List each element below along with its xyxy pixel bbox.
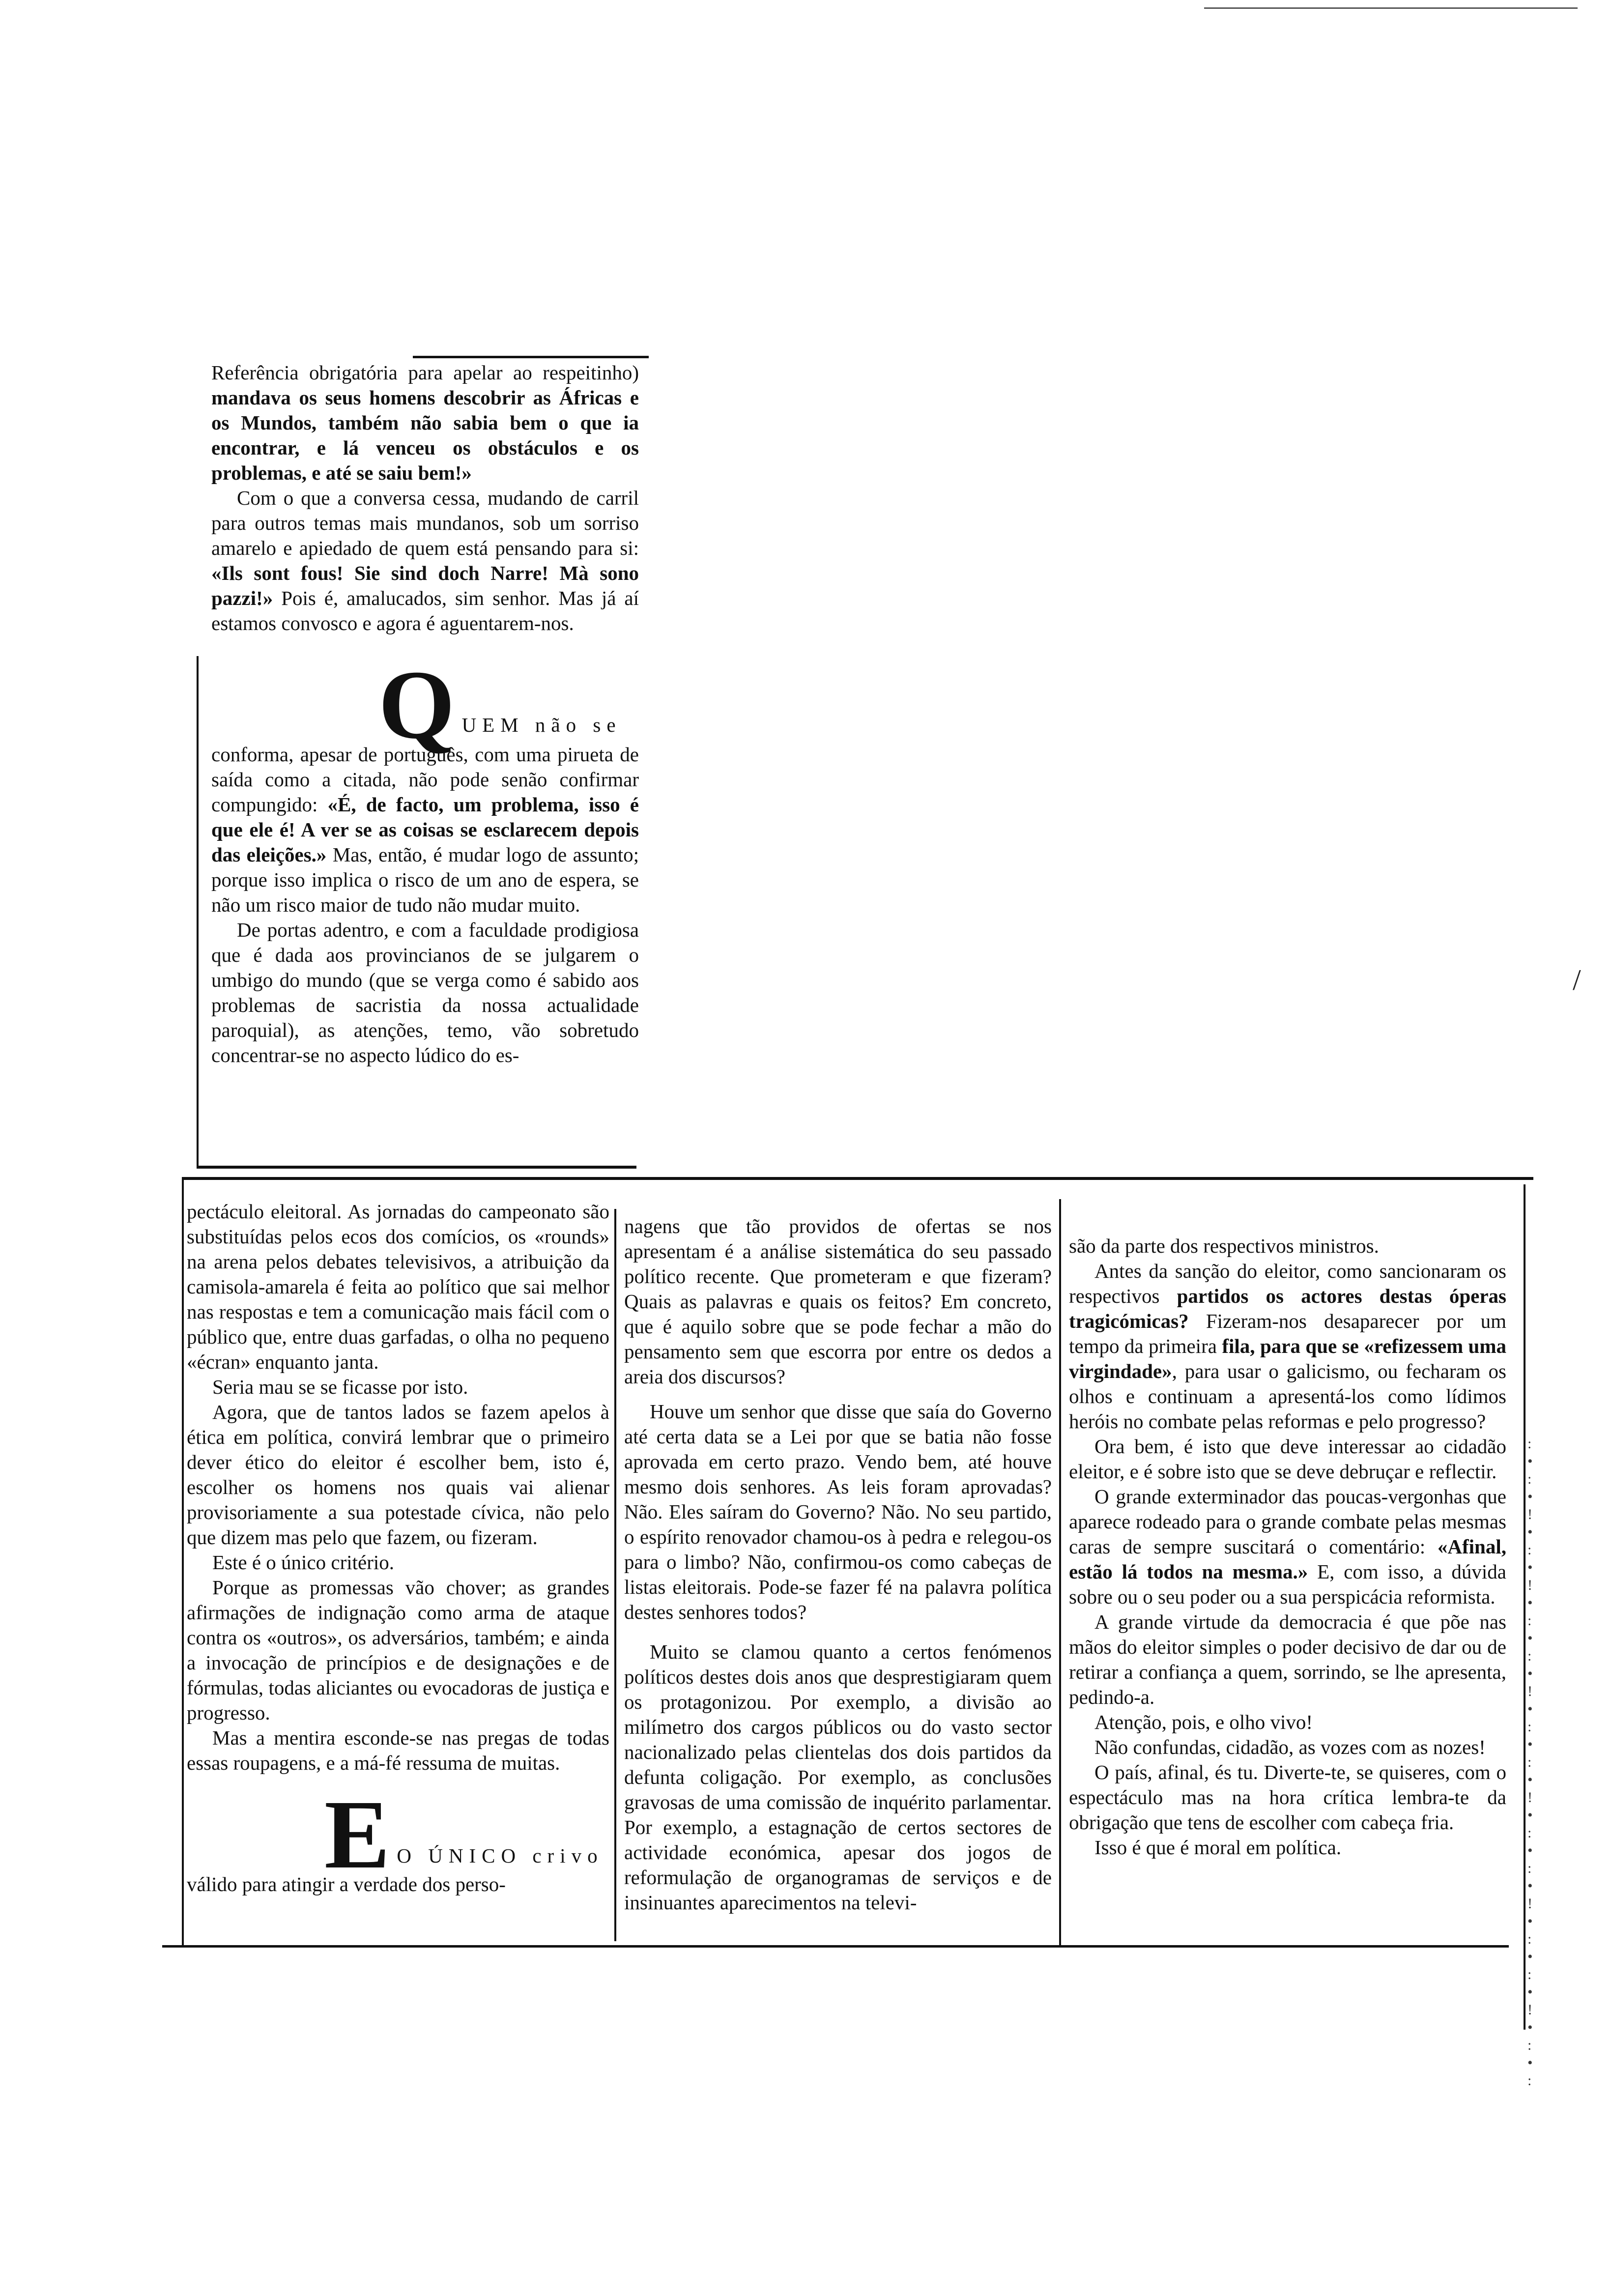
dropcap-q: Q (378, 651, 455, 759)
bottom-frame-bottom-rule (162, 1945, 1509, 1948)
top-block-left-rule (197, 656, 199, 1167)
col2-paragraph-2: Houve um senhor que disse que saía do Governo até certa data se a Lei por que se batia não fosse aprovada em certo prazo. Vendo bem, até houve mesmo dois senhores. As leis foram aprovadas? Não. Eles saíram do Governo? Não. No seu partido, o espírito renovador chamou-os à pedra e relegou-os para o limbo? Não, confirmou-os como cabeças de listas eleitorais. Pode-se fazer fé na palavra política destes senhores todos? (624, 1400, 1052, 1623)
bottom-frame-right-rule (1524, 1184, 1526, 2030)
top-p2-plain: Com o que a conversa cessa, mudando de carril para outros temas mais mundanos, sob um sorriso amarelo e apiedado de quem está pensando para si: (211, 487, 639, 559)
col3-p2-bold-2: fila, para que se «refizessem uma virgindade» (1069, 1335, 1506, 1382)
col3-paragraph-4 (1069, 1484, 1506, 1609)
top-paragraph-4: De portas adentro, e com a faculdade prodigiosa que é dada aos provincianos de se julgarem o umbigo do mundo (que se verga como é sabido aos problemas de sacristia da nossa actualidade paroquial), as atenções, temo, vão sobretudo concentrar-se no aspecto lúdico do es- (211, 918, 639, 1066)
top-block-bottom-rule (197, 1166, 636, 1169)
col1-paragraph-1: pectáculo eleitoral. As jornadas do campeonato são substituídas pelos ecos dos comícios, os «rounds» na arena pelos debates televisivos, a atribuição da camisola-amarela é feita ao político que sai melhor nas respostas e tem a comunicação mais fácil com o público que, entre duas garfadas, o olha no pequeno «écran» enquanto janta. (187, 1200, 609, 1373)
col3-paragraph-9: Isso é que é moral em política. (1094, 1836, 1342, 1859)
dropcap-e: E (324, 1780, 390, 1889)
col3-paragraph-2 (1069, 1259, 1506, 1434)
col1-paragraph-6: Mas a mentira esconde-se nas pregas de todas essas roupagens, e a má-fé ressuma de muitas. (187, 1726, 609, 1774)
top-p3-tail: Mas, então, é mudar logo de assunto; porque isso implica o risco de um ano de espera, se não um risco maior de tudo não mudar muito. (211, 843, 639, 916)
bottom-frame-top-rule (182, 1177, 1533, 1180)
column-1 (187, 1199, 609, 1897)
margin-tick-mark: / (1573, 964, 1581, 996)
top-p3-plain: conforma, apesar de português, com uma pirueta de saída como a citada, não pode senão confirmar compungido: (211, 743, 639, 816)
column-divider-2 (1059, 1199, 1061, 1946)
column-divider-1 (614, 1209, 616, 1941)
top-p2-tail: Pois é, amalucados, sim senhor. Mas já aí estamos convosco e agora é aguentarem-nos. (211, 587, 639, 634)
col2-paragraph-3: Muito se clamou quanto a certos fenómenos políticos destes dois anos que desprestigiaram quem os protagonizou. Por exemplo, a divisão ao milímetro dos cargos públicos ou do vasto sector nacionalizado pelas clientelas dos dois partidos da defunta coligação. Por exemplo, as conclusões gravosas de uma comissão de inquérito parlamentar. Por exemplo, a estagnação de certos sectores de actividade económica, apesar dos jogos de reformulação de organogramas de serviços e de insinuantes aparecimentos na televi- (624, 1640, 1052, 1914)
top-p3-bold-quote: «É, de facto, um problema, isso é que ele é! A ver se as coisas se esclarecem depois das eleições.» (211, 793, 639, 866)
col1-paragraph-7 (187, 1780, 609, 1897)
margin-dots-decoration: : • : • ! • : • ! • : • : • ! • : • : • ! • : • : • ! • : • : • ! • : • : (1527, 1435, 1533, 2089)
col1-paragraph-4: Este é o único critério. (212, 1551, 395, 1574)
col1-p7-text: válido para atingir a verdade dos perso- (187, 1873, 506, 1895)
col3-p4-c: E, com isso, a dúvida sobre ou o seu poder ou a sua perspicácia reformista. (1069, 1560, 1506, 1608)
col3-paragraph-5: A grande virtude da democracia é que põe nas mãos do eleitor simples o poder decisivo de dar ou de retirar a confiança a quem, sorrindo, se lhe apresenta, pedindo-a. (1069, 1610, 1506, 1708)
top-paragraph-1 (211, 360, 639, 486)
col2-paragraph-1: nagens que tão providos de ofertas se nos apresentam é a análise sistemática do seu passado político recente. Que prometeram e que fizeram? Quais as palavras e quais os feitos? Em concreto, que é aquilo sobre que se pode fechar a mão do pensamento sem que escorra por entre os dedos a areia dos discursos? (624, 1215, 1052, 1388)
top-article-block (211, 360, 639, 1068)
col3-p2-e: , para usar o galicismo, ou fecharam os olhos e continuam a apresentá-los como lídimos heróis no combate pelas reformas e pelo progresso? (1069, 1360, 1506, 1433)
col1-paragraph-5: Porque as promessas vão chover; as grandes afirmações de indignação como arma de ataque contra os «outros», os adversários, também; e ainda a invocação de princípios e de designações e de fórmulas, todas aliciantes ou evocadoras de justiça e progresso. (187, 1576, 609, 1724)
col3-paragraph-1: são da parte dos respectivos ministros. (1069, 1234, 1379, 1257)
col1-paragraph-3: Agora, que de tantos lados se fazem apelos à ética em política, convirá lembrar que o primeiro dever ético do eleitor é escolher bem, isto é, escolher os homens nos quais vai alienar provisoriamente a sua potestade cívica, não pelo que dizem mas pelo que fazem, ou fizeram. (187, 1401, 609, 1549)
top-p1-bold: mandava os seus homens descobrir as Áfricas e os Mundos, também não sabia bem o que ia encontrar, e lá venceu os obstáculos e os problemas, e até se saiu bem!» (211, 386, 639, 484)
col3-paragraph-8: O país, afinal, és tu. Diverte-te, se quiseres, com o espectáculo mas na hora crítica lembra-te da obrigação que tens de escolher com cabeça fria. (1069, 1761, 1506, 1834)
dropcap-q-lead: UEM não se (461, 714, 622, 736)
column-3 (1069, 1234, 1506, 1860)
column-2 (624, 1214, 1052, 1915)
col3-p2-a: Antes da sanção do eleitor, como sancionaram os respectivos (1069, 1260, 1506, 1307)
top-p1-plain: Referência obrigatória para apelar ao respeitinho) (211, 361, 639, 384)
top-p2-bold-quote: «Ils sont fous! Sie sind doch Narre! Mà sono pazzi!» (211, 562, 639, 609)
col3-p4-bold: «Afinal, estão lá todos na mesma.» (1069, 1535, 1506, 1583)
bottom-frame-left-rule (182, 1177, 184, 1946)
col1-paragraph-2: Seria mau se se ficasse por isto. (212, 1376, 468, 1398)
top-edge-scan-line (1204, 7, 1578, 9)
col3-p4-a: O grande exterminador das poucas-vergonhas que aparece rodeado para o grande combate pelas mesmas caras de sempre suscitará o comentário: (1069, 1485, 1506, 1558)
col3-p2-bold-1: partidos os actores destas óperas tragicómicas? (1069, 1285, 1506, 1332)
col3-paragraph-6: Atenção, pois, e olho vivo! (1094, 1711, 1313, 1733)
dropcap-e-lead: O ÚNICO crivo (397, 1844, 604, 1867)
col3-paragraph-7: Não confundas, cidadão, as vozes com as nozes! (1094, 1736, 1486, 1758)
top-paragraph-2 (211, 486, 639, 636)
top-paragraph-3 (211, 651, 639, 918)
top-block-top-rule (413, 356, 649, 358)
col3-p2-c: Fizeram-nos desaparecer por um tempo da primeira (1069, 1310, 1506, 1357)
col3-paragraph-3: Ora bem, é isto que deve interessar ao cidadão eleitor, e é sobre isto que se deve debruçar e reflectir. (1069, 1435, 1506, 1483)
